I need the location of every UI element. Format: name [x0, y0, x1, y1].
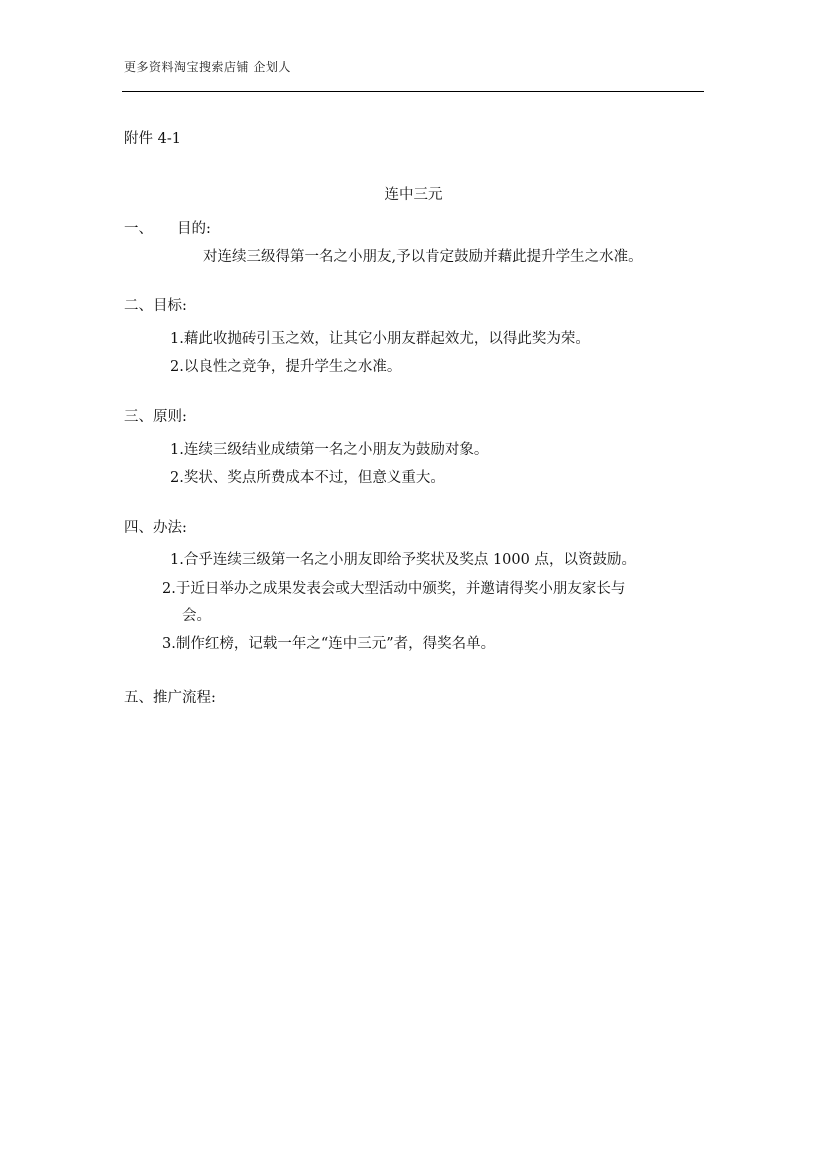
section-3-heading: 三、原则: — [124, 409, 187, 425]
section-2-item-1: 1.藉此收抛砖引玉之效，让其它小朋友群起效尤，以得此奖为荣。 — [170, 331, 590, 347]
page-header-text: 更多资料淘宝搜索店铺 企划人 — [124, 60, 291, 74]
section-3-item-2: 2.奖状、奖点所费成本不过，但意义重大。 — [170, 470, 445, 486]
section-1-body: 对连续三级得第一名之小朋友,予以肯定鼓励并藉此提升学生之水准。 — [203, 249, 643, 265]
header-divider — [122, 91, 704, 92]
section-4-item-2-continuation: 会。 — [182, 608, 211, 624]
section-4-item-3: 3.制作红榜，记载一年之“连中三元”者，得奖名单。 — [162, 636, 496, 652]
section-4-item-1: 1.合乎连续三级第一名之小朋友即给予奖状及奖点 1000 点，以资鼓励。 — [170, 552, 636, 568]
section-1-number: 一、 — [124, 221, 153, 237]
section-5-heading: 五、推广流程: — [124, 690, 216, 706]
section-4-heading: 四、办法: — [124, 520, 187, 536]
document-title: 连中三元 — [384, 187, 443, 203]
section-2-heading: 二、目标: — [124, 298, 187, 314]
appendix-label: 附件 4-1 — [124, 131, 181, 147]
section-2-item-2: 2.以良性之竞争，提升学生之水准。 — [170, 359, 402, 375]
section-4-item-2: 2.于近日举办之成果发表会或大型活动中颁奖，并邀请得奖小朋友家长与 — [162, 581, 626, 597]
section-3-item-1: 1.连续三级结业成绩第一名之小朋友为鼓励对象。 — [170, 442, 489, 458]
section-1-heading: 目的: — [177, 221, 211, 237]
